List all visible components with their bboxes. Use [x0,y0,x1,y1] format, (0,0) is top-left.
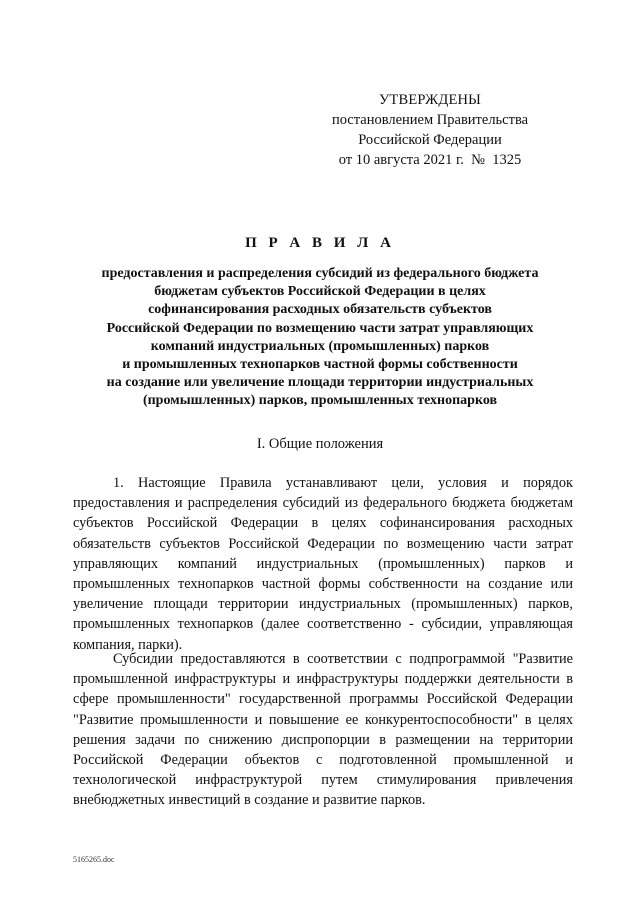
footer-file-code: 5165265.doc [73,855,115,864]
document-subtitle [60,265,580,411]
section-heading: I. Общие положения [256,436,384,452]
subtitle-line: компаний индустриальных (промышленных) парков [150,338,490,354]
approval-block [330,90,530,170]
approval-line-date-number: от 10 августа 2021 г. № 1325 [338,152,522,168]
subtitle-line: предоставления и распределения субсидий из федерального бюджета [101,266,539,281]
subtitle-line: на создание или увеличение площади территории индустриальных [106,375,534,391]
subtitle-line: софинансирования расходных обязательств субъектов [148,302,492,318]
approval-line-federation: Российской Федерации [358,132,502,148]
subtitle-line: и промышленных технопарков частной формы собственности [122,357,518,373]
paragraph-1: 1. Настоящие Правила устанавливают цели, условия и порядок предоставления и распределения субсидий из федерального бюджета бюджетам субъектов Российской Федерации в целях софинансирования расходных обязательств субъектов Российской Федерации по возмещению части затрат управляющих компаний индустриальных (промышленных) парков и промышленных технопарков частной формы собственности на создание или увеличение площади территории индустриальных (промышленных) парков, промышленных технопарков (далее соответственно - субсидии, управляющая компания, парки). [73,475,573,653]
approval-title: УТВЕРЖДЕНЫ [378,92,482,108]
subtitle-line: бюджетам субъектов Российской Федерации в целях [154,284,486,300]
approval-line-resolution: постановлением Правительства [331,112,529,128]
subtitle-line: (промышленных) парков, промышленных технопарков [142,393,498,409]
document-title: П Р А В И Л А [245,235,395,251]
paragraph-2: Субсидии предоставляются в соответствии с подпрограммой "Развитие промышленной инфраструктуры и инфраструктуры поддержки деятельности в сфере промышленности" государственной программы Российской Федерации "Развитие промышленности и повышение ее конкурентоспособности" в целях решения задачи по снижению диспропорции в размещении на территории Российской Федерации объектов с подготовленной промышленной и технологической инфраструктурой путем стимулирования привлечения внебюджетных инвестиций в создание и развитие парков. [73,651,573,809]
subtitle-line: Российской Федерации по возмещению части затрат управляющих [106,320,534,336]
